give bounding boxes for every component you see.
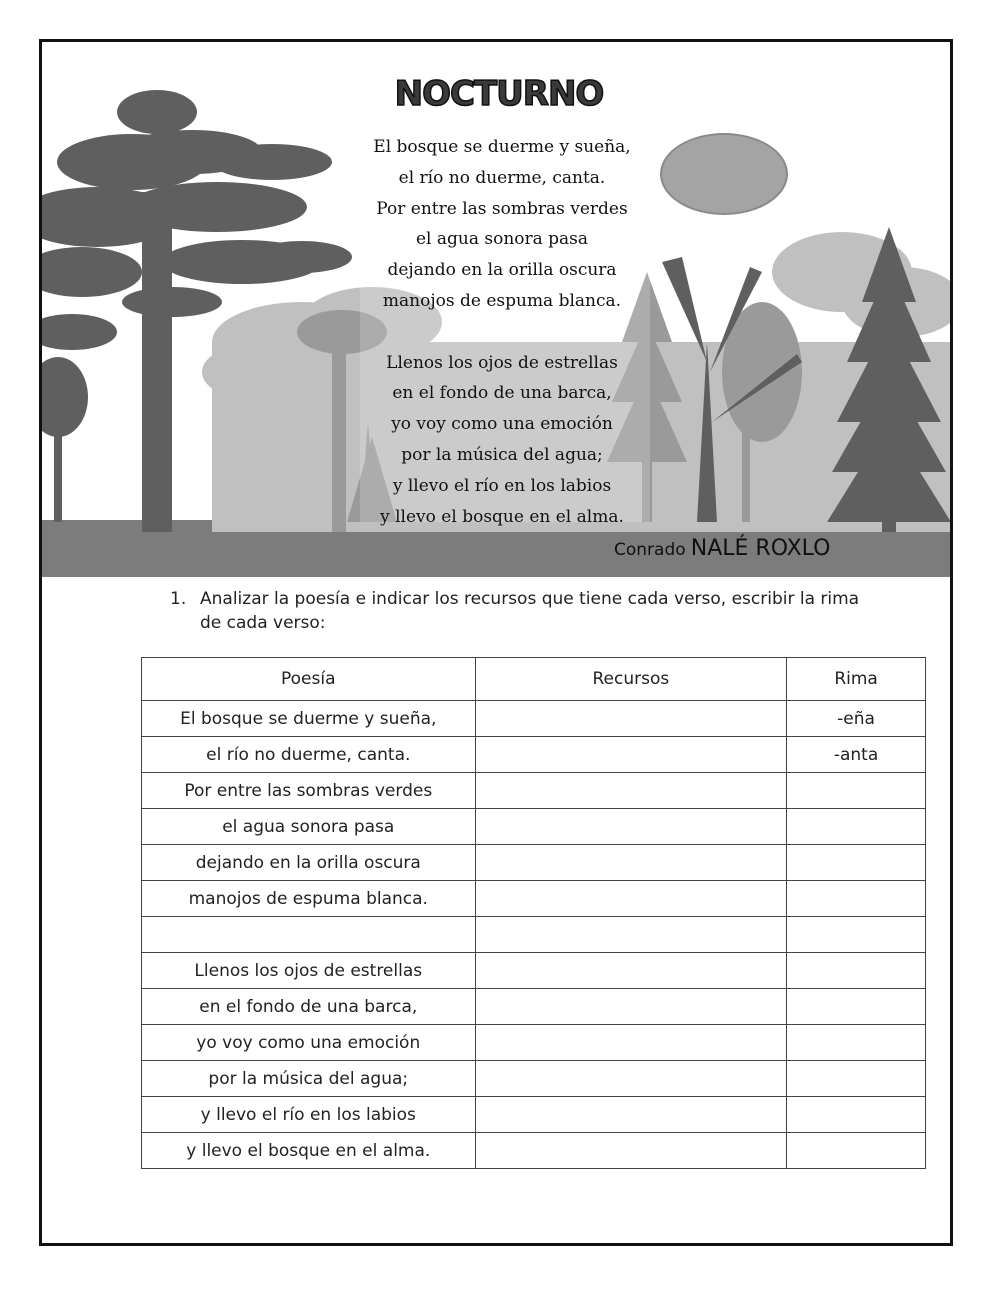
poem-line: yo voy como una emoción [391, 414, 613, 435]
rima-cell[interactable] [787, 917, 926, 953]
header-rima: Rima [787, 658, 926, 701]
rima-cell[interactable] [787, 1097, 926, 1133]
verse-cell: el río no duerme, canta. [142, 737, 476, 773]
rima-cell[interactable] [787, 1061, 926, 1097]
poem-line: por la música del agua; [401, 444, 603, 465]
table-row [142, 917, 926, 953]
poem-line: Por entre las sombras verdes [376, 198, 628, 219]
rima-cell[interactable] [787, 1025, 926, 1061]
table-header-row [142, 658, 926, 701]
table-row [142, 773, 926, 809]
table-row [142, 737, 926, 773]
recursos-cell[interactable] [475, 953, 787, 989]
recursos-cell[interactable] [475, 1061, 787, 1097]
worksheet-frame [39, 39, 953, 1246]
verse-cell: el agua sonora pasa [142, 809, 476, 845]
recursos-cell[interactable] [475, 1097, 787, 1133]
table-row [142, 1133, 926, 1169]
instruction-number: 1. [170, 589, 187, 609]
table-row [142, 809, 926, 845]
author-last-name: NALÉ ROXLO [690, 536, 831, 561]
poem-line: el agua sonora pasa [415, 229, 589, 250]
verse-cell [142, 917, 476, 953]
verse-cell: yo voy como una emoción [142, 1025, 476, 1061]
recursos-cell[interactable] [475, 1133, 787, 1169]
rima-cell[interactable] [787, 773, 926, 809]
poem-line: dejando en la orilla oscura [387, 260, 617, 281]
table-row [142, 1025, 926, 1061]
rima-cell[interactable] [787, 809, 926, 845]
poem-author [614, 536, 830, 561]
verse-cell: Llenos los ojos de estrellas [142, 953, 476, 989]
rima-cell[interactable] [787, 953, 926, 989]
verse-cell: manojos de espuma blanca. [142, 881, 476, 917]
poem-line: en el fondo de una barca, [392, 383, 612, 404]
rima-cell[interactable]: -eña [787, 701, 926, 737]
verse-cell: Por entre las sombras verdes [142, 773, 476, 809]
recursos-cell[interactable] [475, 881, 787, 917]
forest-banner [42, 42, 953, 577]
rima-cell[interactable] [787, 845, 926, 881]
verse-cell: en el fondo de una barca, [142, 989, 476, 1025]
stanza-gap [337, 317, 667, 348]
verse-cell: por la música del agua; [142, 1061, 476, 1097]
poem-line: el río no duerme, canta. [398, 167, 606, 188]
table-row [142, 989, 926, 1025]
table-row [142, 881, 926, 917]
rima-cell[interactable] [787, 989, 926, 1025]
verse-cell: y llevo el bosque en el alma. [142, 1133, 476, 1169]
poem-line: manojos de espuma blanca. [382, 290, 622, 311]
table-row [142, 953, 926, 989]
recursos-cell[interactable] [475, 917, 787, 953]
rima-cell[interactable] [787, 881, 926, 917]
exercise-instruction [170, 587, 870, 635]
poem-line: y llevo el bosque en el alma. [380, 506, 624, 527]
analysis-table [141, 657, 926, 1169]
recursos-cell[interactable] [475, 845, 787, 881]
rima-cell[interactable] [787, 1133, 926, 1169]
recursos-cell[interactable] [475, 809, 787, 845]
verse-cell: El bosque se duerme y sueña, [142, 701, 476, 737]
recursos-cell[interactable] [475, 701, 787, 737]
header-recursos: Recursos [475, 658, 787, 701]
verse-cell: dejando en la orilla oscura [142, 845, 476, 881]
table-row [142, 701, 926, 737]
instruction-text: Analizar la poesía e indicar los recursos que tiene cada verso, escribir la rima de cada verso: [200, 589, 860, 633]
recursos-cell[interactable] [475, 773, 787, 809]
table-row [142, 1097, 926, 1133]
table-row [142, 1061, 926, 1097]
table-row [142, 845, 926, 881]
recursos-cell[interactable] [475, 737, 787, 773]
recursos-cell[interactable] [475, 1025, 787, 1061]
poem-text [337, 132, 667, 532]
header-poesia: Poesía [142, 658, 476, 701]
recursos-cell[interactable] [475, 989, 787, 1025]
rima-cell[interactable]: -anta [787, 737, 926, 773]
poem-line: El bosque se duerme y sueña, [373, 137, 631, 157]
poem-line: Llenos los ojos de estrellas [386, 352, 618, 373]
author-first-name: Conrado [614, 540, 686, 560]
poem-line: y llevo el río en los labios [392, 475, 612, 496]
poem-title: NOCTURNO [394, 74, 604, 114]
verse-cell: y llevo el río en los labios [142, 1097, 476, 1133]
